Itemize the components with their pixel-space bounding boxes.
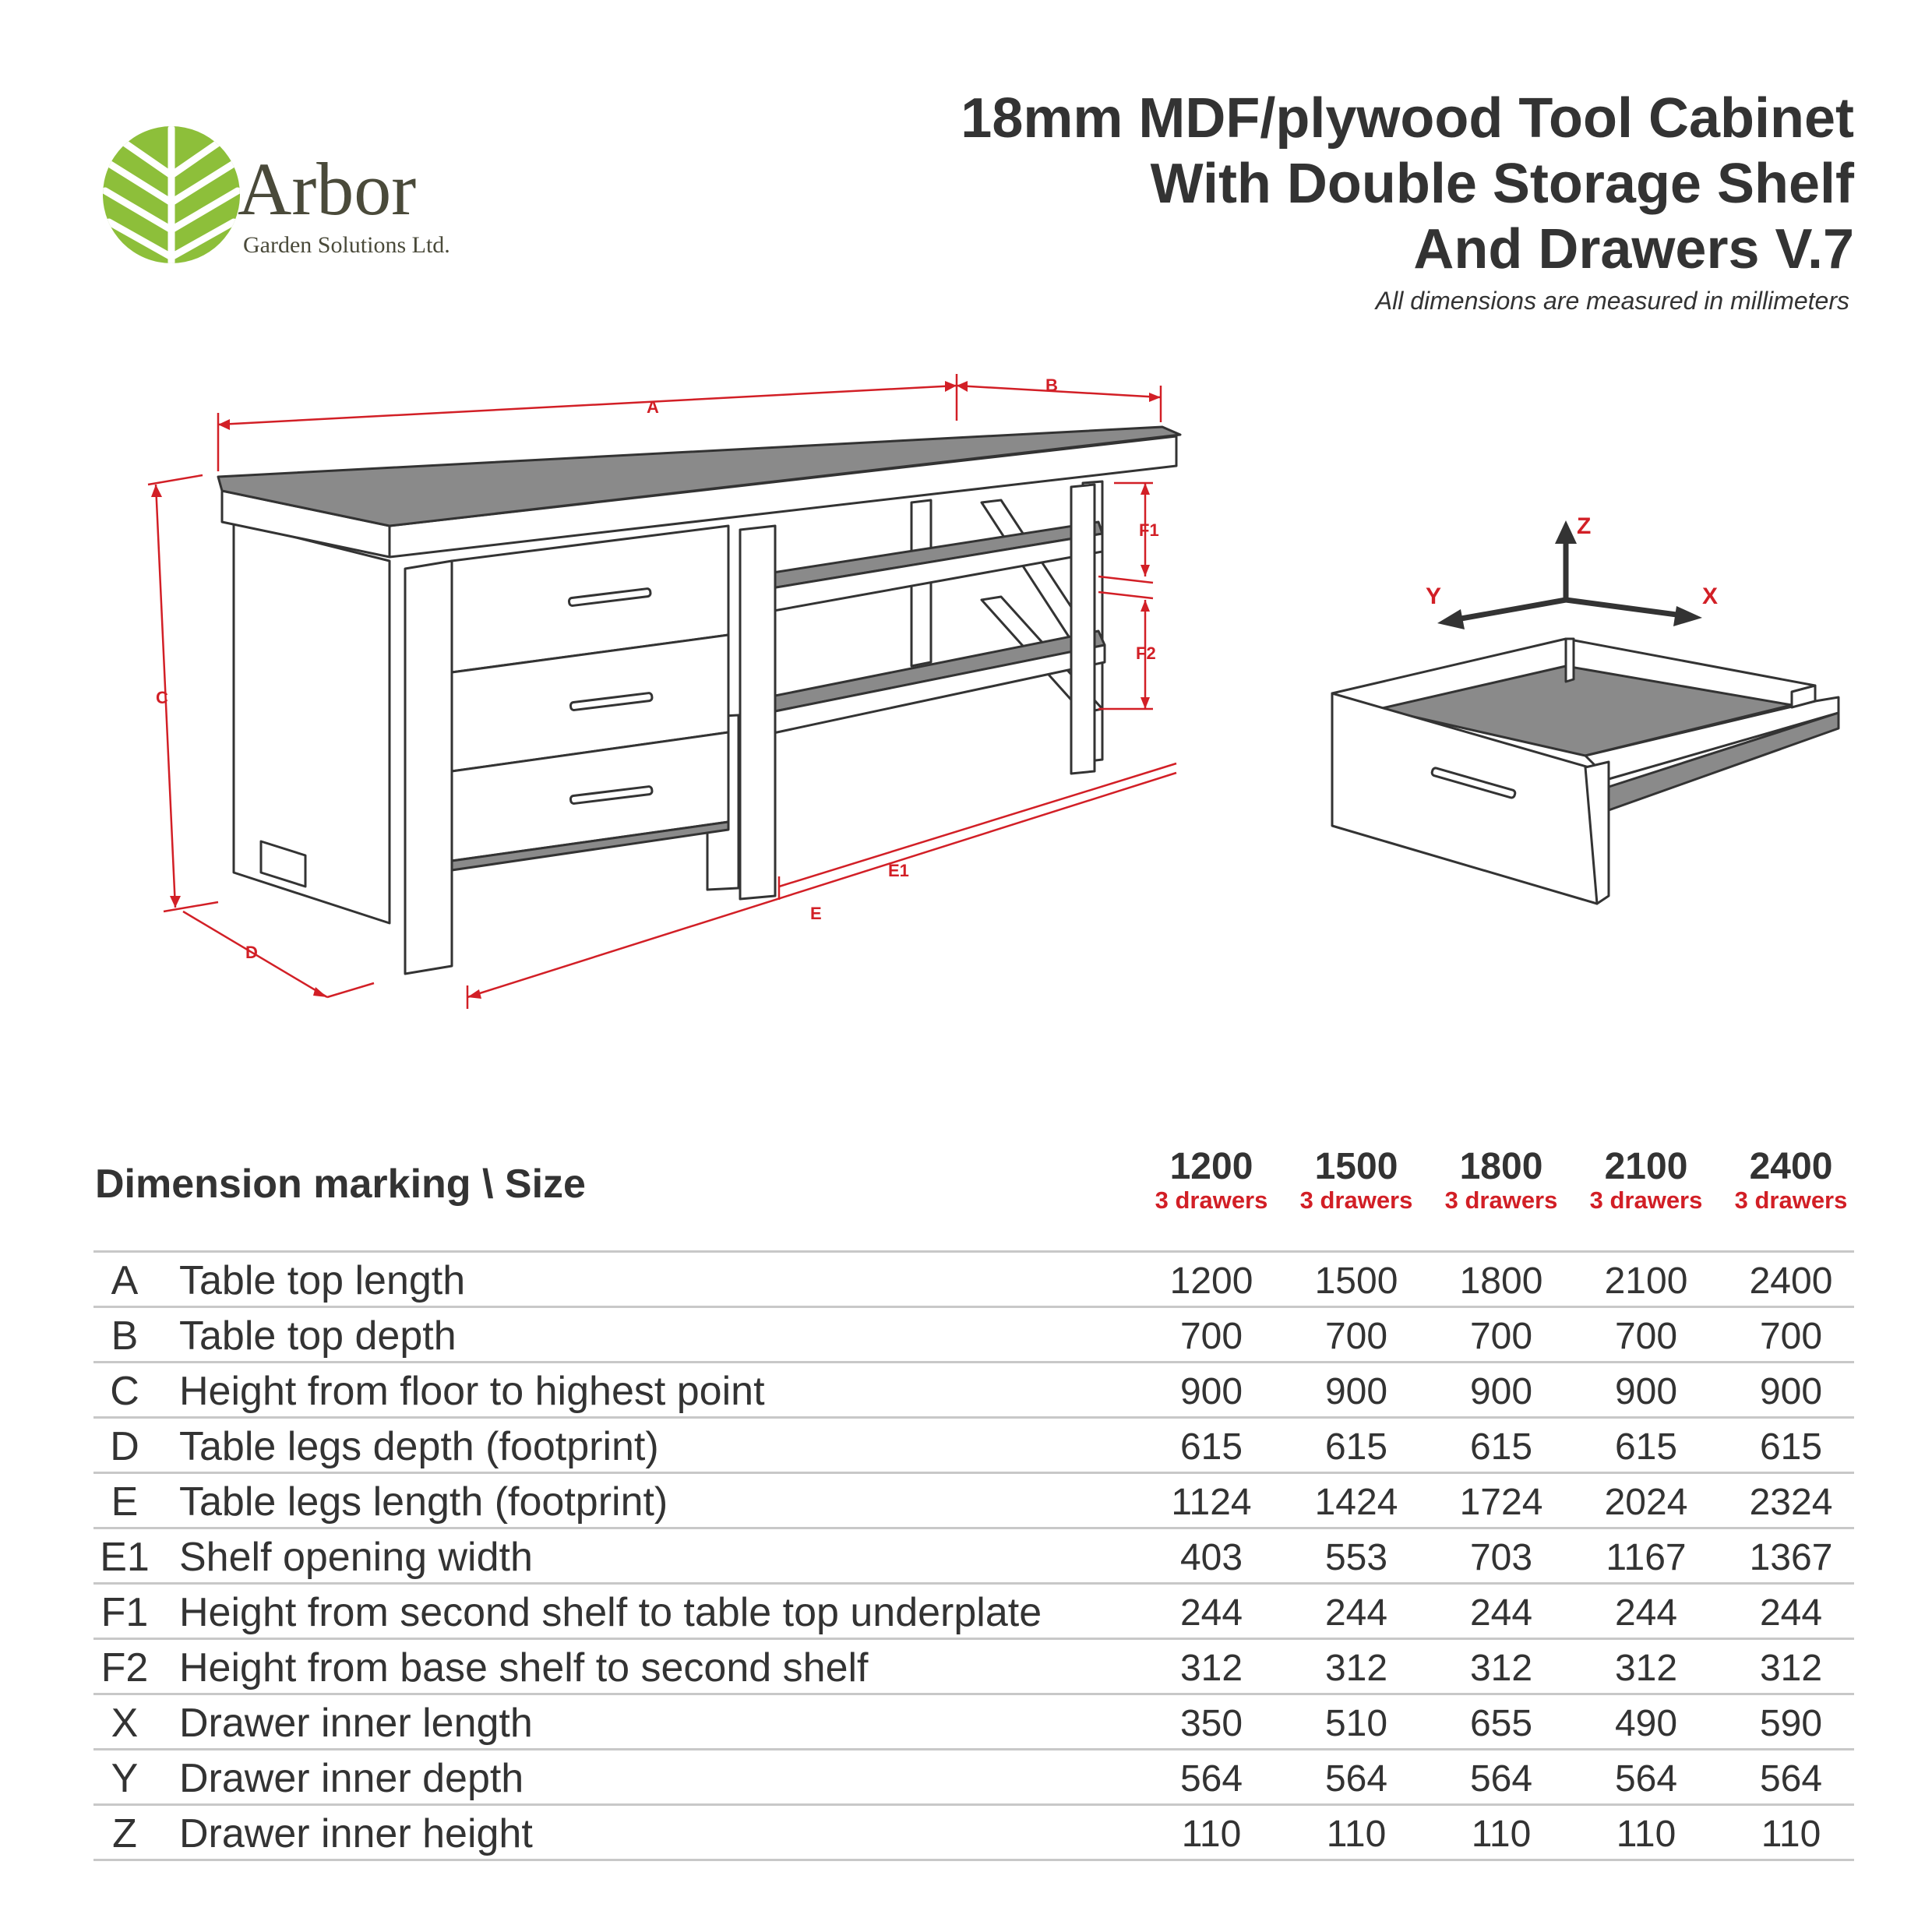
- row-value: 590: [1759, 1703, 1823, 1744]
- table-row: [93, 1695, 1854, 1750]
- row-mark: Z: [112, 1811, 137, 1856]
- row-description: Table top length: [179, 1258, 466, 1303]
- size-number: 2400: [1749, 1146, 1833, 1187]
- size-column-2100: [1568, 1147, 1724, 1214]
- row-value: 1800: [1459, 1260, 1543, 1302]
- size-drawers: 3 drawers: [1444, 1186, 1558, 1214]
- row-value: 1367: [1749, 1537, 1833, 1578]
- size-column-1800: [1423, 1147, 1579, 1214]
- row-mark: E1: [100, 1535, 150, 1580]
- table-row: [93, 1253, 1854, 1308]
- row-value: 1124: [1171, 1482, 1252, 1523]
- table-row: [93, 1419, 1854, 1474]
- row-value: 312: [1469, 1648, 1533, 1689]
- row-value: 615: [1179, 1426, 1243, 1468]
- table-header: [93, 1137, 1854, 1253]
- row-value: 350: [1179, 1703, 1243, 1744]
- row-value: 490: [1614, 1703, 1678, 1744]
- row-value: 564: [1179, 1758, 1243, 1800]
- size-column-2400: [1713, 1147, 1869, 1214]
- row-value: 615: [1469, 1426, 1533, 1468]
- size-column-1200: [1133, 1147, 1289, 1214]
- size-number: 1500: [1314, 1146, 1398, 1187]
- row-value: 2100: [1604, 1260, 1688, 1302]
- cabinet-drawing: [140, 366, 1200, 1028]
- dim-label-f2: F2: [1136, 643, 1156, 663]
- row-description: Drawer inner height: [179, 1811, 533, 1856]
- row-value: 700: [1324, 1316, 1388, 1357]
- row-value: 2324: [1749, 1482, 1833, 1523]
- row-value: 110: [1326, 1814, 1387, 1855]
- size-number: 1800: [1459, 1146, 1543, 1187]
- row-value: 110: [1761, 1814, 1821, 1855]
- dim-label-d: D: [245, 943, 258, 962]
- axis-label-y: Y: [1426, 583, 1442, 609]
- row-value: 312: [1614, 1648, 1678, 1689]
- size-drawers: 3 drawers: [1734, 1186, 1848, 1214]
- leaf-icon: [97, 121, 245, 269]
- row-value: 1724: [1459, 1482, 1543, 1523]
- size-drawers: 3 drawers: [1155, 1186, 1268, 1214]
- size-drawers: 3 drawers: [1589, 1186, 1703, 1214]
- dim-label-a: A: [647, 397, 659, 417]
- dim-label-c: C: [156, 688, 168, 707]
- dim-label-f1: F1: [1139, 520, 1159, 540]
- row-value: 564: [1759, 1758, 1823, 1800]
- row-value: 553: [1324, 1537, 1388, 1578]
- row-value: 564: [1469, 1758, 1533, 1800]
- row-value: 900: [1469, 1371, 1533, 1412]
- table-row: [93, 1474, 1854, 1529]
- row-value: 900: [1179, 1371, 1243, 1412]
- brand-logo: [97, 121, 502, 269]
- row-value: 312: [1324, 1648, 1388, 1689]
- row-value: 110: [1181, 1814, 1242, 1855]
- table-row: [93, 1363, 1854, 1419]
- title-line-3: And Drawers V.7: [1413, 218, 1854, 280]
- row-description: Shelf opening width: [179, 1535, 533, 1580]
- row-mark: Y: [111, 1756, 139, 1801]
- dimension-table: [93, 1137, 1854, 1861]
- row-value: 564: [1324, 1758, 1388, 1800]
- brand-name: Arbor: [238, 147, 417, 231]
- row-value: 700: [1469, 1316, 1533, 1357]
- row-value: 700: [1614, 1316, 1678, 1357]
- row-value: 564: [1614, 1758, 1678, 1800]
- size-column-1500: [1278, 1147, 1434, 1214]
- row-value: 900: [1324, 1371, 1388, 1412]
- table-row: [93, 1585, 1854, 1640]
- row-value: 2400: [1749, 1260, 1833, 1302]
- row-value: 900: [1759, 1371, 1823, 1412]
- row-value: 1200: [1169, 1260, 1253, 1302]
- table-row: [93, 1640, 1854, 1695]
- row-value: 244: [1324, 1592, 1388, 1634]
- row-value: 1424: [1314, 1482, 1398, 1523]
- row-value: 312: [1759, 1648, 1823, 1689]
- dim-label-e1: E1: [888, 861, 909, 880]
- row-mark: B: [111, 1313, 139, 1359]
- row-value: 700: [1179, 1316, 1243, 1357]
- brand-subtitle: Garden Solutions Ltd.: [243, 232, 450, 258]
- row-value: 510: [1324, 1703, 1388, 1744]
- axis-label-x: X: [1702, 583, 1719, 609]
- drawer-drawing: [1317, 506, 1862, 911]
- row-value: 700: [1759, 1316, 1823, 1357]
- row-value: 244: [1759, 1592, 1823, 1634]
- row-mark: E: [111, 1479, 139, 1525]
- dim-label-b: B: [1045, 375, 1058, 395]
- row-value: 110: [1471, 1814, 1532, 1855]
- row-description: Table top depth: [179, 1313, 457, 1359]
- row-mark: F1: [100, 1590, 149, 1635]
- title-line-1: 18mm MDF/plywood Tool Cabinet: [961, 87, 1854, 150]
- row-value: 244: [1179, 1592, 1243, 1634]
- row-value: 244: [1469, 1592, 1533, 1634]
- table-row: [93, 1308, 1854, 1363]
- size-drawers: 3 drawers: [1299, 1186, 1413, 1214]
- table-row: [93, 1529, 1854, 1585]
- row-mark: D: [110, 1424, 139, 1469]
- table-title: Dimension marking \ Size: [95, 1162, 586, 1207]
- table-row: [93, 1806, 1854, 1861]
- row-description: Table legs length (footprint): [179, 1479, 668, 1525]
- row-value: 900: [1614, 1371, 1678, 1412]
- row-mark: X: [111, 1701, 139, 1746]
- row-description: Height from second shelf to table top underplate: [179, 1590, 1042, 1635]
- row-value: 1500: [1314, 1260, 1398, 1302]
- row-value: 2024: [1604, 1482, 1688, 1523]
- row-mark: A: [111, 1258, 139, 1303]
- title-line-2: With Double Storage Shelf: [1150, 153, 1854, 215]
- row-description: Table legs depth (footprint): [179, 1424, 659, 1469]
- row-value: 615: [1759, 1426, 1823, 1468]
- row-value: 655: [1469, 1703, 1533, 1744]
- row-description: Drawer inner depth: [179, 1756, 524, 1801]
- table-row: [93, 1750, 1854, 1806]
- row-value: 703: [1469, 1537, 1533, 1578]
- row-value: 403: [1179, 1537, 1243, 1578]
- units-note: All dimensions are measured in millimeters: [1375, 287, 1849, 315]
- row-value: 312: [1179, 1648, 1243, 1689]
- row-mark: F2: [100, 1645, 149, 1690]
- size-number: 2100: [1604, 1146, 1688, 1187]
- dim-label-e: E: [810, 904, 822, 923]
- size-number: 1200: [1169, 1146, 1253, 1187]
- row-value: 110: [1616, 1814, 1676, 1855]
- row-value: 615: [1614, 1426, 1678, 1468]
- row-value: 615: [1324, 1426, 1388, 1468]
- row-description: Height from floor to highest point: [179, 1369, 765, 1414]
- row-mark: C: [110, 1369, 139, 1414]
- row-description: Height from base shelf to second shelf: [179, 1645, 869, 1690]
- axis-label-z: Z: [1577, 513, 1592, 539]
- row-description: Drawer inner length: [179, 1701, 533, 1746]
- row-value: 244: [1614, 1592, 1678, 1634]
- row-value: 1167: [1606, 1537, 1687, 1578]
- page-title: [763, 86, 1854, 282]
